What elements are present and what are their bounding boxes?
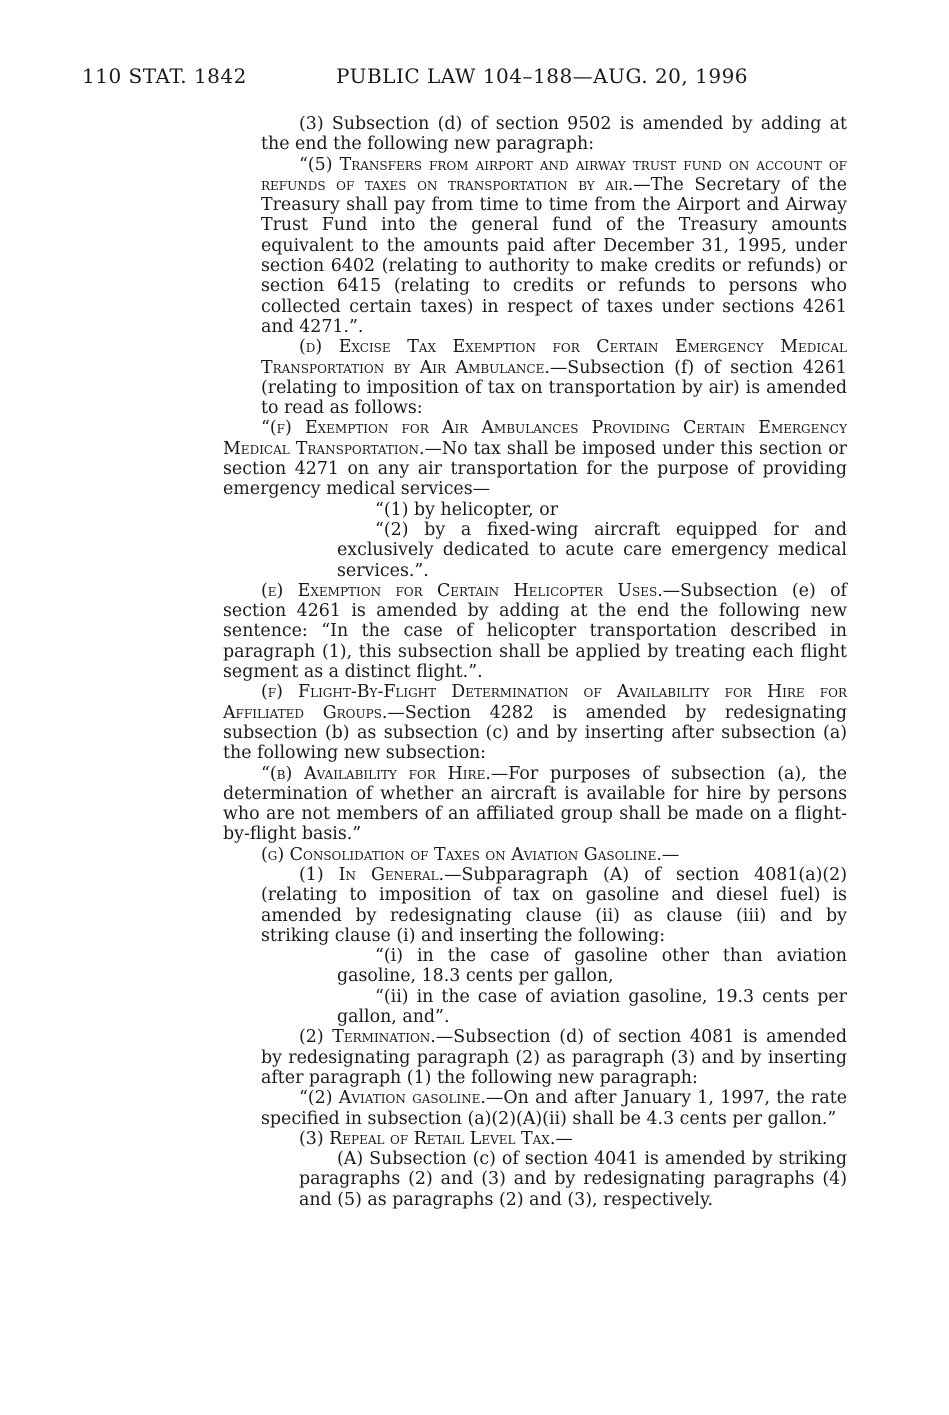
paragraph-2-termination xyxy=(223,1027,847,1088)
clause-ii-aviation-gasoline: “(ii) in the case of aviation gasoline, 19.3 cents per gallon, and”. xyxy=(337,986,847,1028)
public-law-citation: PUBLIC LAW 104–188—AUG. 20, 1996 xyxy=(336,64,749,88)
subsection-e-helicopter-uses xyxy=(223,581,847,682)
clause-helicopter: “(1) by helicopter, or xyxy=(375,499,559,520)
subsection-text: — xyxy=(661,844,680,865)
subsection-g-aviation-gasoline xyxy=(223,845,847,865)
clause-i-gasoline: “(i) in the case of gasoline other than aviation gasoline, 18.3 cents per gallon, xyxy=(337,946,847,987)
subsection-heading: (d) Excise Tax Exemption for Certain Emergency Medical Transportation by Air Ambulance. xyxy=(261,337,847,378)
paragraph-heading: “(2) Aviation gasoline. xyxy=(299,1088,486,1109)
paragraph-text: —On and after January 1, 1997, the rate specified in subsection (a)(2)(A)(ii) shall be 4.3 cents per gallon.” xyxy=(261,1088,847,1129)
subsection-heading: “(f) Exemption for Air Ambulances Providing Certain Emergency Medical Transportation. xyxy=(223,418,847,459)
paragraph-heading: (1) In General. xyxy=(299,864,445,885)
subsection-f-air-ambulance xyxy=(223,418,847,499)
subsection-heading: (e) Exemption for Certain Helicopter Uses. xyxy=(261,580,663,601)
subsection-heading: (g) Consolidation of Taxes on Aviation Gasoline. xyxy=(261,844,662,865)
paragraph-3-repeal-retail-tax xyxy=(223,1129,847,1149)
paragraph-transfers-trust-fund xyxy=(223,155,847,338)
subparagraph-a-section-4041: (A) Subsection (c) of section 4041 is amended by striking paragraphs (2) and (3) and by redesignating paragraphs (4) and (5) as paragraphs (2) and (3), respectively. xyxy=(299,1149,847,1210)
subsection-text: —Section 4282 is amended by redesignating subsection (b) as subsection (c) and by inserting after subsection (a) the following new subsection: xyxy=(223,702,847,764)
subsection-text: —Subsection (e) of section 4261 is amended by adding at the end the following new sentence: “In the case of helicopter transportation described in paragraph (1), this subsection shall be applied by treating each flight segment as a distinct flight.”. xyxy=(223,580,847,683)
paragraph-1-in-general xyxy=(223,865,847,946)
document-body xyxy=(223,114,847,1210)
paragraph-heading: (2) Termination. xyxy=(299,1027,436,1048)
statute-page-number: 110 STAT. 1842 xyxy=(82,64,247,88)
paragraph-text: — xyxy=(555,1128,573,1149)
paragraph-text: —Subparagraph (A) of section 4081(a)(2) (relating to imposition of tax on gasoline and diesel fuel) is amended by redesignating clause (ii) as clause (iii) and by striking clause (i) and inserting the following: xyxy=(261,864,847,946)
subsection-text: —For purposes of subsection (a), the determination of whether an aircraft is available for hire by persons who are not members of an affiliated group shall be made on a flight-by-flight basis.” xyxy=(223,763,847,845)
paragraph-amend-9502: (3) Subsection (d) of section 9502 is amended by adding at the end the following new paragraph: xyxy=(261,114,847,155)
paragraph-heading: (3) Repeal of Retail Level Tax. xyxy=(299,1128,556,1149)
subsection-heading: (f) Flight-By-Flight Determination of Availability for Hire for Affiliated Groups. xyxy=(223,682,847,723)
subsection-d-excise-exemption xyxy=(223,337,847,418)
subsection-b-availability-for-hire xyxy=(223,764,847,845)
subsection-heading: “(b) Availability for Hire. xyxy=(261,763,491,784)
paragraph-aviation-gasoline-rate xyxy=(223,1088,847,1129)
paragraph-text: —Subsection (d) of section 4081 is amended by redesignating paragraph (2) as paragraph (3) and by inserting after paragraph (1) the following new paragraph: xyxy=(261,1027,847,1088)
paragraph-text: —The Secretary of the Treasury shall pay from time to time from the Airport and Airway Trust Fund into the general fund of the Treasury amounts equivalent to the amounts paid after December 31, 1995, under section 6402 (relating to authority to make credits or refunds) or section 6415 (relating to credits or refunds to persons who collected certain taxes) in respect of taxes under sections 4261 and 4271.”. xyxy=(261,174,847,337)
subsection-f-flight-by-flight xyxy=(223,682,847,763)
subsection-text: —Subsection (f) of section 4261 (relating to imposition of tax on transportation by air) is amended to read as follows: xyxy=(261,357,848,419)
clause-fixed-wing: “(2) by a fixed-wing aircraft equipped for and exclusively dedicated to acute care emergency medical services.”. xyxy=(337,519,847,581)
subsection-text: —No tax shall be imposed under this section or section 4271 on any air transportation for the purpose of providing emergency medical services— xyxy=(223,438,847,500)
paragraph-heading: “(5) Transfers from airport and airway trust fund on account of refunds of taxes on transportation by air. xyxy=(261,154,847,195)
